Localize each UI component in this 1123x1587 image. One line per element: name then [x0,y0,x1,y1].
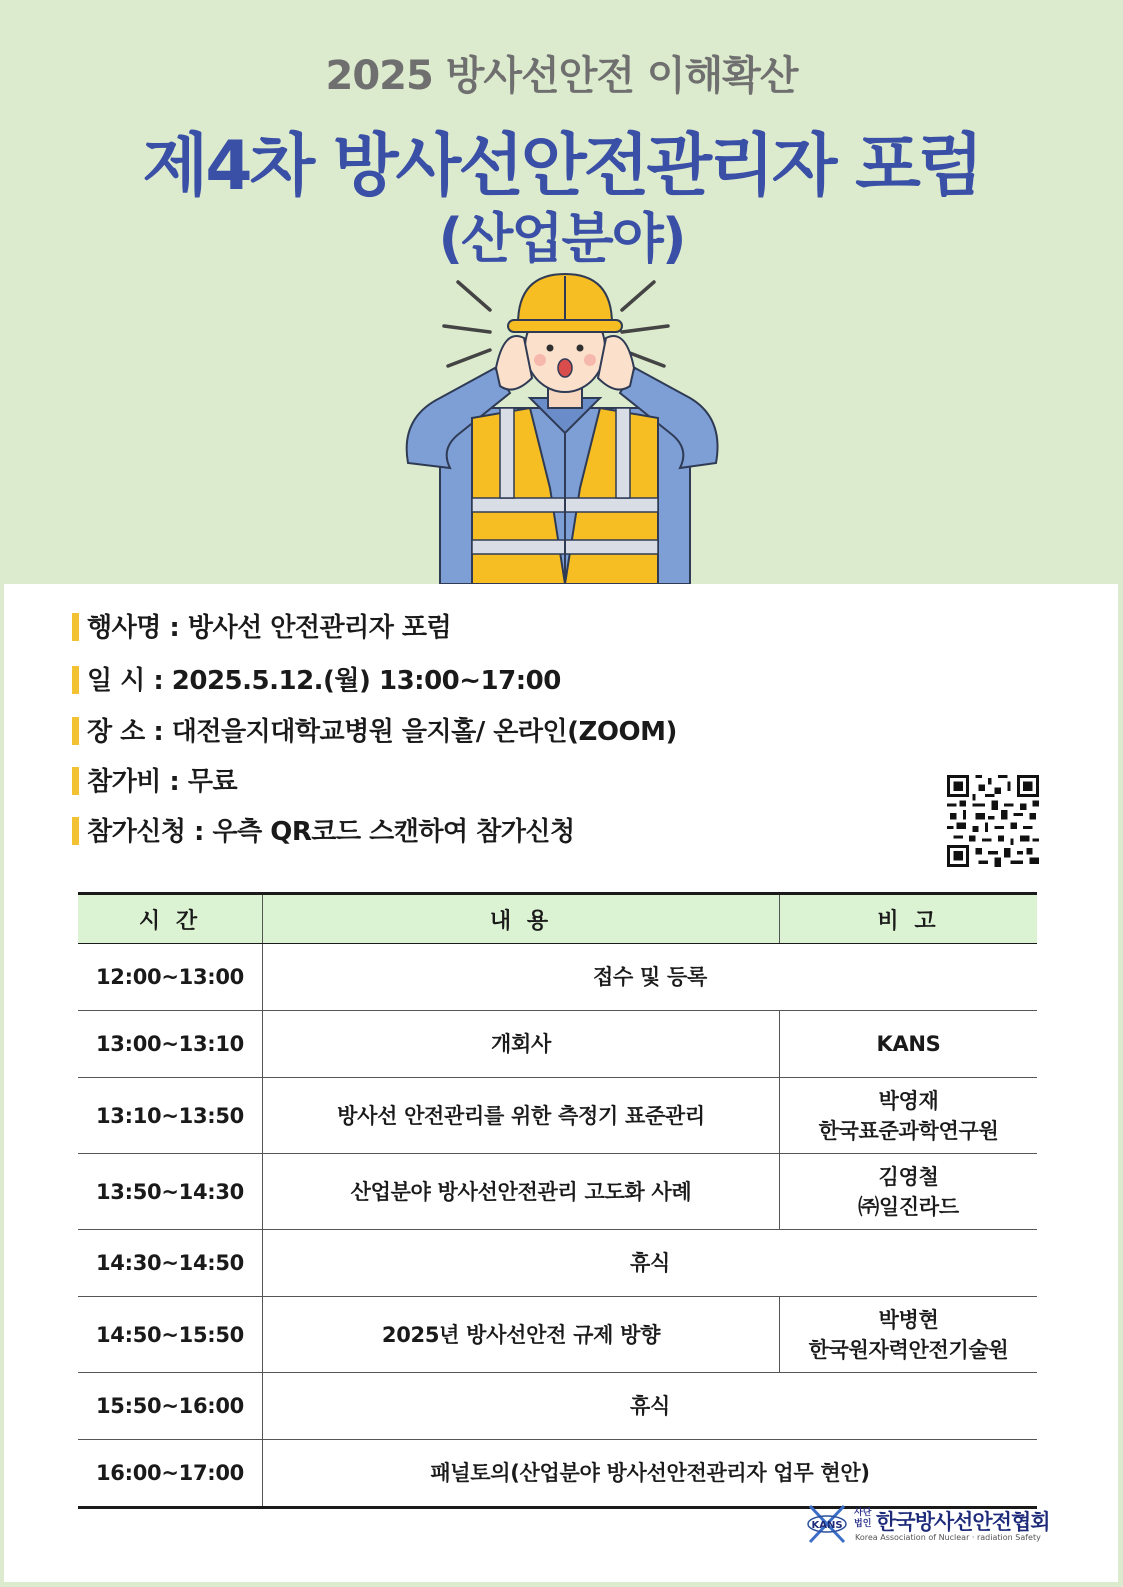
header-content: 내 용 [263,894,780,944]
header-section [0,0,1123,582]
schedule-table [78,892,1037,1509]
row-time: 13:10~13:50 [78,1078,263,1154]
org-name-en: Korea Association of Nuclear · radiation Safety [855,1533,1041,1542]
speaker-org: 한국표준과학연구원 [818,1118,999,1143]
header-note: 비 고 [780,894,1038,944]
info-datetime-text: 일 시 : 2025.5.12.(월) 13:00~17:00 [87,666,561,696]
row-content: 휴식 [263,1230,1038,1297]
row-time: 12:00~13:00 [78,944,263,1011]
table-row [78,1078,1037,1154]
row-time: 13:00~13:10 [78,1011,263,1078]
logo-corp-type-line1: 사단 [854,1508,872,1518]
table-row [78,1297,1037,1373]
row-note [780,1078,1038,1154]
row-content: 방사선 안전관리를 위한 측정기 표준관리 [263,1078,780,1154]
kans-logo[interactable] [806,1502,1050,1546]
worker-illustration [400,268,730,584]
table-row [78,1373,1037,1440]
row-note [780,1154,1038,1230]
table-row [78,1440,1037,1508]
info-datetime [72,664,561,698]
table-row [78,944,1037,1011]
speaker-org: 한국원자력안전기술원 [808,1337,1009,1362]
table-row [78,1011,1037,1078]
info-venue [72,715,677,749]
accent-bar [72,767,79,795]
row-time: 16:00~17:00 [78,1440,263,1508]
table-row [78,1154,1037,1230]
speaker-org: ㈜일진라드 [858,1194,959,1219]
accent-bar [72,613,79,641]
row-time: 13:50~14:30 [78,1154,263,1230]
speaker-name: 박영재 [878,1088,939,1113]
event-title-sub: (산업분야) [438,207,685,270]
info-event-name-text: 행사명 : 방사선 안전관리자 포럼 [87,613,452,643]
header-time: 시 간 [78,894,263,944]
event-subtitle: 2025 방사선안전 이해확산 [325,53,798,99]
logo-corp-type-line2: 법인 [854,1519,872,1529]
kans-logo-mark-text: KANS [811,1520,843,1531]
row-content: 접수 및 등록 [263,944,1038,1011]
kans-logo-icon [806,1502,848,1546]
row-time: 15:50~16:00 [78,1373,263,1440]
org-name: 한국방사선안전협회 [876,1510,1050,1534]
logo-corp-type [854,1508,871,1530]
row-content: 개회사 [263,1011,780,1078]
info-registration-text: 참가신청 : 우측 QR코드 스캔하여 참가신청 [87,817,575,847]
table-row [78,1230,1037,1297]
info-event-name [72,611,451,645]
row-content: 휴식 [263,1373,1038,1440]
accent-bar [72,717,79,745]
speaker-name: 김영철 [878,1164,939,1189]
row-time: 14:50~15:50 [78,1297,263,1373]
row-note [780,1297,1038,1373]
accent-bar [72,817,79,845]
speaker-name: 박병현 [878,1307,939,1332]
row-content: 패널토의(산업분야 방사선안전관리자 업무 현안) [263,1440,1038,1508]
row-note: KANS [780,1011,1038,1078]
info-fee-text: 참가비 : 무료 [87,767,238,797]
row-content: 2025년 방사선안전 규제 방향 [263,1297,780,1373]
row-time: 14:30~14:50 [78,1230,263,1297]
row-content: 산업분야 방사선안전관리 고도화 사례 [263,1154,780,1230]
accent-bar [72,666,79,694]
info-venue-text: 장 소 : 대전을지대학교병원 을지홀/ 온라인(ZOOM) [87,717,677,747]
schedule-header-row [78,894,1037,944]
info-registration [72,815,575,849]
event-title: 제4차 방사선안전관리자 포럼 [142,127,981,206]
info-fee [72,765,237,799]
qr-code[interactable] [947,775,1039,867]
